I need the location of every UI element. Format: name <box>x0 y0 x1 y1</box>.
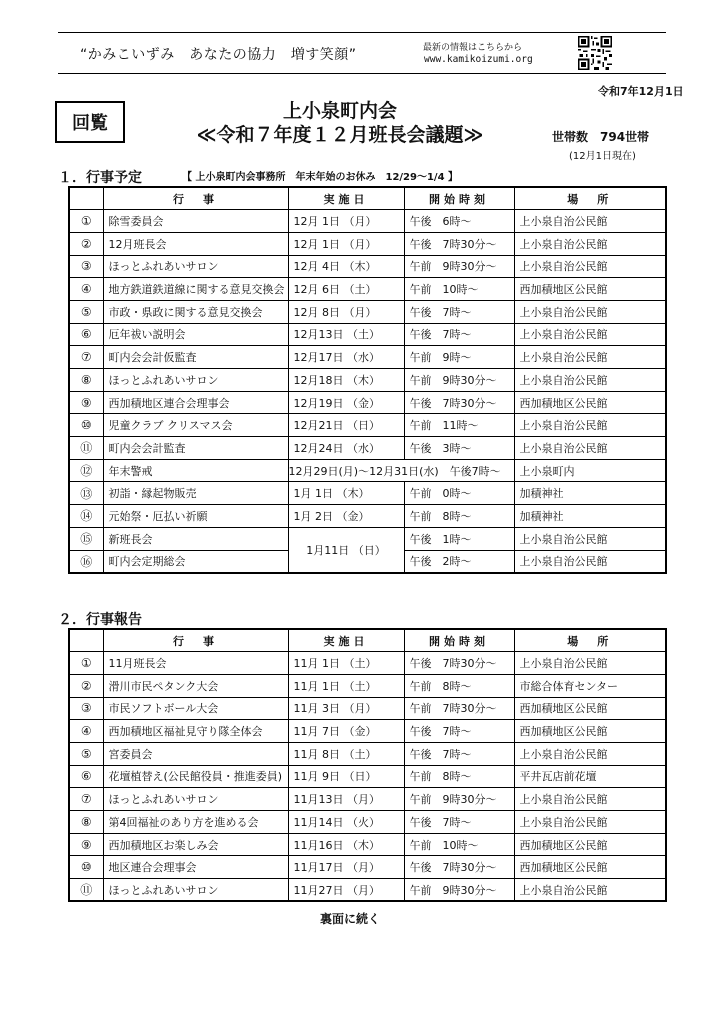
header-number <box>69 629 103 652</box>
table-row <box>69 210 666 233</box>
header-time: 開始時刻 <box>404 629 514 652</box>
header-event: 行 事 <box>103 187 288 210</box>
row-date: 12月21日 （日） <box>288 414 404 437</box>
row-time: 午後 7時～ <box>404 300 514 323</box>
row-number: ⑤ <box>69 300 103 323</box>
row-event: 児童クラブ クリスマス会 <box>103 414 288 437</box>
row-place: 上小泉自治公民館 <box>514 232 666 255</box>
header-number <box>69 187 103 210</box>
row-time: 午後 7時30分～ <box>404 652 514 675</box>
row-event: 西加積地区お楽しみ会 <box>103 833 288 856</box>
row-date: 1月 2日 （金） <box>288 505 404 528</box>
row-event: 年末警戒 <box>103 459 288 482</box>
row-time: 午前 8時～ <box>404 765 514 788</box>
table-row <box>69 833 666 856</box>
table-header-row <box>69 629 666 652</box>
row-place: 上小泉自治公民館 <box>514 879 666 902</box>
row-place: 加積神社 <box>514 482 666 505</box>
row-time: 午後 7時～ <box>404 323 514 346</box>
table-row <box>69 300 666 323</box>
row-time: 午前 11時～ <box>404 414 514 437</box>
row-event: 宮委員会 <box>103 742 288 765</box>
row-event: ほっとふれあいサロン <box>103 879 288 902</box>
table-header-row <box>69 187 666 210</box>
section2-title: ２．行事報告 <box>58 612 142 628</box>
row-time: 午前 9時30分～ <box>404 879 514 902</box>
table-row <box>69 811 666 834</box>
row-place: 西加積地区公民館 <box>514 856 666 879</box>
row-date-merged: 1月11日 （日） <box>288 527 404 572</box>
row-place: 上小泉町内 <box>514 459 666 482</box>
row-event: 町内会会計仮監査 <box>103 346 288 369</box>
table-row <box>69 720 666 743</box>
row-event: 花壇植替え(公民館役員・推進委員) <box>103 765 288 788</box>
header-banner <box>58 32 666 74</box>
row-date: 12月17日 （水） <box>288 346 404 369</box>
row-number: ② <box>69 232 103 255</box>
row-time: 午後 7時～ <box>404 720 514 743</box>
row-event: 第4回福祉のあり方を進める会 <box>103 811 288 834</box>
table-row <box>69 437 666 460</box>
row-event: 地方鉄道鉄道線に関する意見交換会 <box>103 278 288 301</box>
row-event: ほっとふれあいサロン <box>103 788 288 811</box>
issue-date: 令和7年12月1日 <box>598 85 684 98</box>
header-place: 場 所 <box>514 187 666 210</box>
table-row <box>69 697 666 720</box>
row-date: 12月18日 （木） <box>288 369 404 392</box>
row-date: 11月27日 （月） <box>288 879 404 902</box>
row-date: 12月 1日 （月） <box>288 210 404 233</box>
row-event: ほっとふれあいサロン <box>103 255 288 278</box>
row-date: 11月17日 （月） <box>288 856 404 879</box>
row-date: 12月24日 （水） <box>288 437 404 460</box>
row-date-time: 12月29日(月)～12月31日(水) 午後7時～ <box>288 459 514 482</box>
row-date: 11月 1日 （土） <box>288 674 404 697</box>
row-place: 加積神社 <box>514 505 666 528</box>
row-event: 新班長会 <box>103 527 288 550</box>
row-date: 11月 7日 （金） <box>288 720 404 743</box>
row-time: 午前 9時30分～ <box>404 369 514 392</box>
row-number: ⑮ <box>69 527 103 550</box>
row-number: ⑨ <box>69 391 103 414</box>
row-date: 12月13日 （土） <box>288 323 404 346</box>
row-time: 午後 7時～ <box>404 742 514 765</box>
row-time: 午前 10時～ <box>404 278 514 301</box>
row-event: 西加積地区福祉見守り隊全体会 <box>103 720 288 743</box>
row-place: 上小泉自治公民館 <box>514 369 666 392</box>
table-row <box>69 369 666 392</box>
row-event: 地区連合会理事会 <box>103 856 288 879</box>
table-row <box>69 879 666 902</box>
table-row <box>69 255 666 278</box>
row-number: ④ <box>69 720 103 743</box>
row-date: 12月19日 （金） <box>288 391 404 414</box>
row-time: 午後 7時30分～ <box>404 856 514 879</box>
row-number: ④ <box>69 278 103 301</box>
schedule-table <box>68 186 667 574</box>
row-time: 午後 6時～ <box>404 210 514 233</box>
row-place: 上小泉自治公民館 <box>514 437 666 460</box>
row-time: 午前 9時30分～ <box>404 788 514 811</box>
website-url[interactable]: www.kamikoizumi.org <box>424 54 533 65</box>
row-place: 上小泉自治公民館 <box>514 210 666 233</box>
row-time: 午後 7時～ <box>404 811 514 834</box>
row-number: ⑬ <box>69 482 103 505</box>
table-row <box>69 482 666 505</box>
row-number: ⑥ <box>69 323 103 346</box>
row-place: 西加積地区公民館 <box>514 720 666 743</box>
row-number: ③ <box>69 697 103 720</box>
row-time: 午後 2時～ <box>404 550 514 573</box>
row-number: ⑪ <box>69 879 103 902</box>
agenda-title: ≪令和７年度１２月班長会議題≫ <box>196 124 484 146</box>
row-place: 上小泉自治公民館 <box>514 527 666 550</box>
row-event: 12月班長会 <box>103 232 288 255</box>
row-place: 上小泉自治公民館 <box>514 255 666 278</box>
office-closure-note: 【 上小泉町内会事務所 年末年始のお休み 12/29～1/4 】 <box>182 172 459 183</box>
row-time: 午前 9時30分～ <box>404 255 514 278</box>
row-number: ⑭ <box>69 505 103 528</box>
table-row <box>69 278 666 301</box>
slogan: “かみこいずみ あなたの協力 増す笑顔” <box>80 47 357 63</box>
household-count-date: (12月1日現在) <box>569 151 636 162</box>
row-event: 11月班長会 <box>103 652 288 675</box>
row-date: 11月 9日 （日） <box>288 765 404 788</box>
table-row <box>69 391 666 414</box>
row-number: ⑦ <box>69 788 103 811</box>
row-place: 上小泉自治公民館 <box>514 652 666 675</box>
row-date: 12月 4日 （木） <box>288 255 404 278</box>
row-number: ⑪ <box>69 437 103 460</box>
table-row <box>69 414 666 437</box>
row-event: 初詣・縁起物販売 <box>103 482 288 505</box>
row-number: ⑨ <box>69 833 103 856</box>
row-event: ほっとふれあいサロン <box>103 369 288 392</box>
row-place: 上小泉自治公民館 <box>514 300 666 323</box>
row-place: 上小泉自治公民館 <box>514 346 666 369</box>
row-date: 1月 1日 （木） <box>288 482 404 505</box>
row-number: ⑫ <box>69 459 103 482</box>
row-place: 西加積地区公民館 <box>514 278 666 301</box>
row-number: ⑩ <box>69 856 103 879</box>
row-date: 12月 6日 （土） <box>288 278 404 301</box>
row-place: 平井瓦店前花壇 <box>514 765 666 788</box>
row-place: 市総合体育センター <box>514 674 666 697</box>
row-time: 午前 9時～ <box>404 346 514 369</box>
table-row <box>69 232 666 255</box>
table-row <box>69 505 666 528</box>
row-date: 12月 8日 （月） <box>288 300 404 323</box>
row-number: ⑧ <box>69 369 103 392</box>
table-row <box>69 742 666 765</box>
section1-title: １．行事予定 <box>58 170 142 186</box>
row-place: 上小泉自治公民館 <box>514 811 666 834</box>
row-date: 12月 1日 （月） <box>288 232 404 255</box>
row-number: ⑦ <box>69 346 103 369</box>
row-date: 11月 3日 （月） <box>288 697 404 720</box>
row-event: 除雪委員会 <box>103 210 288 233</box>
row-event: 厄年祓い説明会 <box>103 323 288 346</box>
row-time: 午前 0時～ <box>404 482 514 505</box>
row-number: ② <box>69 674 103 697</box>
table-row <box>69 652 666 675</box>
row-number: ⑧ <box>69 811 103 834</box>
continued-on-back: 裏面に続く <box>319 912 380 926</box>
row-time: 午後 7時30分～ <box>404 232 514 255</box>
row-event: 滑川市民ペタンク大会 <box>103 674 288 697</box>
table-row <box>69 788 666 811</box>
row-time: 午前 8時～ <box>404 674 514 697</box>
header-date: 実施日 <box>288 629 404 652</box>
header-date: 実施日 <box>288 187 404 210</box>
row-event: 市民ソフトボール大会 <box>103 697 288 720</box>
header-event: 行 事 <box>103 629 288 652</box>
row-event: 元始祭・厄払い祈願 <box>103 505 288 528</box>
row-event: 市政・県政に関する意見交換会 <box>103 300 288 323</box>
row-event: 町内会会計監査 <box>103 437 288 460</box>
row-date: 11月14日 （火） <box>288 811 404 834</box>
row-number: ⑤ <box>69 742 103 765</box>
row-time: 午前 10時～ <box>404 833 514 856</box>
table-row <box>69 856 666 879</box>
row-place: 西加積地区公民館 <box>514 697 666 720</box>
row-number: ⑥ <box>69 765 103 788</box>
row-time: 午後 1時～ <box>404 527 514 550</box>
organization-name: 上小泉町内会 <box>282 100 397 122</box>
row-date: 11月 1日 （土） <box>288 652 404 675</box>
row-event: 西加積地区連合会理事会 <box>103 391 288 414</box>
row-number: ① <box>69 210 103 233</box>
row-place: 西加積地区公民館 <box>514 833 666 856</box>
row-time: 午後 3時～ <box>404 437 514 460</box>
row-date: 11月 8日 （土） <box>288 742 404 765</box>
row-number: ① <box>69 652 103 675</box>
report-table <box>68 628 667 902</box>
row-place: 上小泉自治公民館 <box>514 550 666 573</box>
row-place: 上小泉自治公民館 <box>514 742 666 765</box>
table-row <box>69 459 666 482</box>
row-place: 西加積地区公民館 <box>514 391 666 414</box>
row-time: 午後 7時30分～ <box>404 391 514 414</box>
row-place: 上小泉自治公民館 <box>514 323 666 346</box>
row-number: ③ <box>69 255 103 278</box>
row-place: 上小泉自治公民館 <box>514 414 666 437</box>
header-place: 場 所 <box>514 629 666 652</box>
header-time: 開始時刻 <box>404 187 514 210</box>
row-event: 町内会定期総会 <box>103 550 288 573</box>
circulation-stamp: 回覧 <box>55 101 125 143</box>
row-time: 午前 7時30分～ <box>404 697 514 720</box>
row-time: 午前 8時～ <box>404 505 514 528</box>
table-row <box>69 765 666 788</box>
row-place: 上小泉自治公民館 <box>514 788 666 811</box>
row-date: 11月16日 （木） <box>288 833 404 856</box>
table-row <box>69 323 666 346</box>
qr-code-icon[interactable] <box>578 36 612 70</box>
table-row <box>69 346 666 369</box>
row-number: ⑩ <box>69 414 103 437</box>
household-count: 世帯数 794世帯 <box>552 130 650 144</box>
row-date: 11月13日 （月） <box>288 788 404 811</box>
table-row <box>69 527 666 550</box>
row-number: ⑯ <box>69 550 103 573</box>
table-row <box>69 674 666 697</box>
website-info-label: 最新の情報はこちらから <box>423 43 523 53</box>
